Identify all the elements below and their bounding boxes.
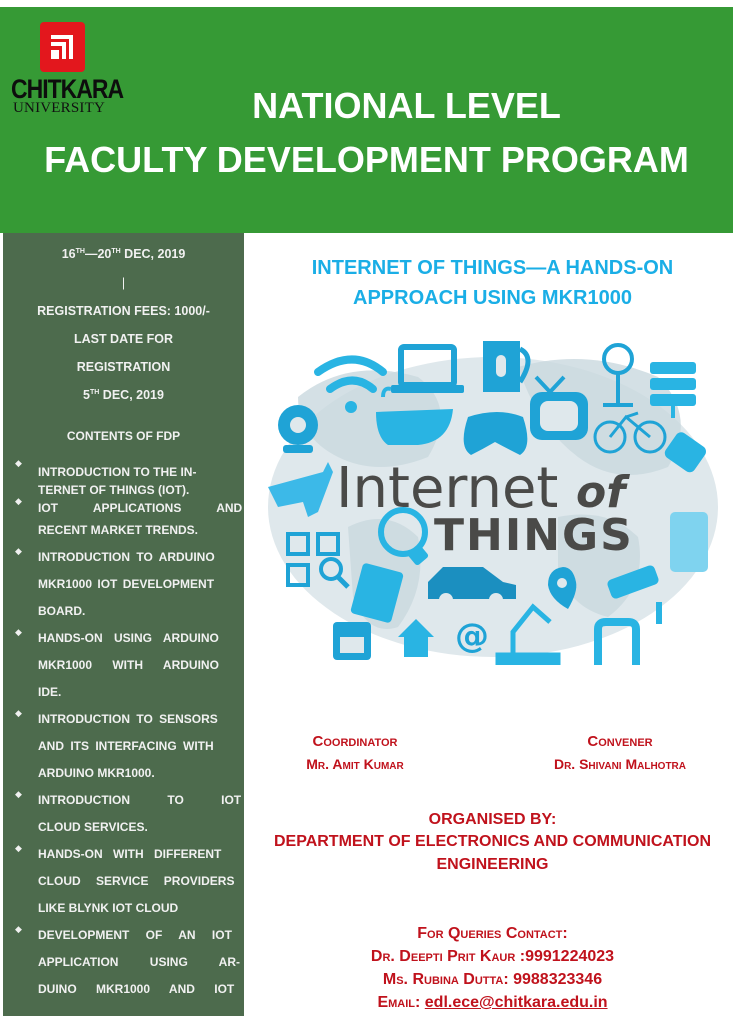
program-dates: 16TH—20TH DEC, 2019	[61, 247, 186, 261]
bullet-diamond-icon: ◆	[15, 843, 22, 853]
contents-heading: CONTENTS OF FDP	[66, 429, 181, 443]
chitkara-logo-icon	[40, 22, 85, 72]
graphic-text-of: of	[576, 467, 626, 518]
topic-title-line2: APPROACH USING MKR1000	[353, 287, 632, 309]
at-sign-icon	[455, 616, 489, 656]
webcam-icon	[278, 405, 318, 453]
iot-illustration	[258, 337, 728, 665]
bullet-diamond-icon: ◆	[15, 924, 22, 934]
topic-title-line1: INTERNET OF THINGS—A HANDS-ON	[311, 257, 674, 279]
svg-text:@: @	[455, 616, 489, 656]
header-title-line2: FACULTY DEVELOPMENT PROGRAM	[44, 139, 689, 180]
list-item: ◆ DEVELOPMENT OF AN IOT APPLICATION USING AR- DUINO MKR1000 AND IOT	[15, 924, 240, 996]
contact-heading: For Queries Contact:	[417, 925, 568, 942]
graphic-text-internet: Internet	[336, 456, 559, 521]
header-title-line1: NATIONAL LEVEL	[252, 85, 561, 126]
graphic-text-things: THINGS	[434, 510, 634, 561]
separator: |	[121, 276, 126, 290]
last-date-value: 5TH DEC, 2019	[83, 388, 164, 402]
list-item: ◆ IOT APPLICATIONS AND RECENT MARKET TRENDS.	[15, 496, 243, 537]
logo-wordmark: CHITKARA	[11, 74, 124, 104]
contact-email-row	[250, 991, 735, 1014]
coordinator-name: Mr. Amit Kumar	[306, 756, 404, 772]
list-item: ◆ INTRODUCTION TO THE IN- TERNET OF THINGS (IOT).	[15, 458, 197, 497]
bullet-diamond-icon: ◆	[15, 546, 22, 556]
last-date-label-1: LAST DATE FOR	[73, 332, 174, 346]
department-line2: ENGINEERING	[436, 856, 549, 873]
email-link[interactable]: edl.ece@chitkara.edu.in	[424, 994, 608, 1011]
convener-name: Dr. Shivani Malhotra	[553, 756, 687, 772]
organised-by-label: ORGANISED BY:	[428, 811, 557, 828]
list-item: ◆ INTRODUCTION TO IOT CLOUD SERVICES.	[15, 789, 242, 834]
registration-fees: REGISTRATION FEES: 1000/-	[37, 304, 210, 318]
usb-drive-icon	[670, 512, 708, 572]
contents-list	[3, 458, 244, 1003]
list-item: ◆ INTRODUCTION TO ARDUINO MKR1000 IOT DEVELOPMENT BOARD.	[15, 546, 215, 618]
bullet-diamond-icon: ◆	[15, 496, 22, 506]
list-item: ◆ HANDS-ON WITH DIFFERENT CLOUD SERVICE PROVIDERS LIKE BLYNK IOT CLOUD	[15, 843, 235, 915]
list-item: ◆ HANDS-ON USING ARDUINO MKR1000 WITH ARDUINO IDE.	[15, 627, 219, 699]
coordinator-label: Coordinator	[312, 733, 398, 750]
department-line1: DEPARTMENT OF ELECTRONICS AND COMMUNICATION	[273, 833, 711, 850]
contact-person-2: Ms. Rubina Dutta: 9988323346	[382, 971, 603, 988]
contact-person-1: Dr. Deepti Prit Kaur :9991224023	[370, 948, 615, 965]
bullet-diamond-icon: ◆	[15, 627, 22, 637]
convener-label: Convener	[587, 733, 653, 750]
bullet-diamond-icon: ◆	[15, 789, 22, 799]
bullet-diamond-icon: ◆	[15, 458, 22, 468]
list-item: ◆ INTRODUCTION TO SENSORS AND ITS INTERFACING WITH ARDUINO MKR1000.	[15, 708, 218, 780]
sidebar-info-panel	[3, 233, 244, 1016]
oven-icon	[333, 622, 371, 660]
header-banner	[0, 7, 733, 233]
bullet-diamond-icon: ◆	[15, 708, 22, 718]
email-label: Email:	[377, 994, 425, 1011]
last-date-label-2: REGISTRATION	[76, 360, 171, 374]
logo-subtitle: UNIVERSITY	[13, 100, 105, 116]
